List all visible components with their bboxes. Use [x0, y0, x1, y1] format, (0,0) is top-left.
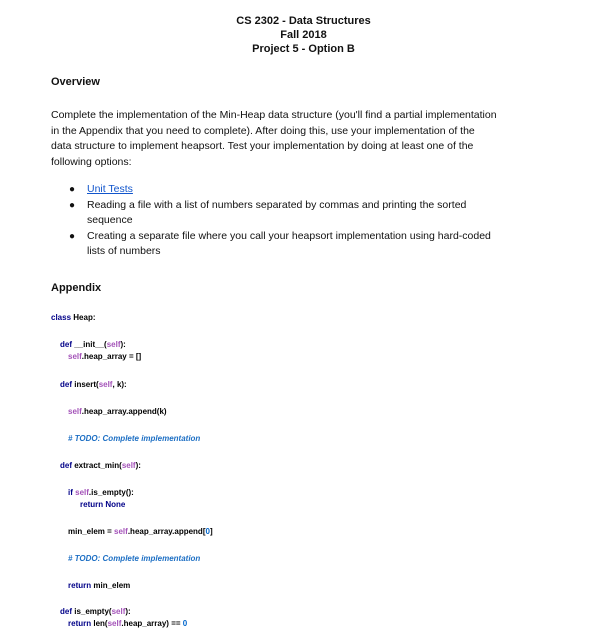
paragraph-line: following options:: [51, 155, 132, 168]
code-token: .heap_array = []: [81, 352, 142, 361]
list-item-line: Reading a file with a list of numbers separated by commas and printing the sorted: [87, 198, 467, 211]
code-token: k):: [116, 380, 127, 389]
code-token: .is_empty():: [88, 488, 134, 497]
code-comment: # TODO: Complete implementation: [68, 434, 201, 443]
code-line: [68, 619, 187, 629]
bullet-icon: ●: [69, 230, 76, 242]
code-token: is_empty(: [74, 607, 112, 616]
list-item-line: sequence: [87, 214, 133, 226]
code-line: [68, 527, 213, 537]
code-self: self: [114, 527, 128, 536]
code-keyword: class: [51, 313, 72, 322]
code-self: self: [106, 340, 121, 349]
code-keyword: def: [60, 380, 72, 389]
code-token: ):: [135, 461, 141, 470]
term: Fall 2018: [280, 29, 327, 41]
code-token: ]: [209, 527, 213, 536]
code-token: .heap_array.append[: [127, 527, 206, 536]
code-self: self: [107, 619, 122, 628]
list-item: [69, 198, 557, 229]
code-token: __init__(: [74, 340, 107, 349]
code-token: min_elem =: [68, 527, 115, 536]
code-keyword: return: [68, 619, 92, 628]
paragraph-line: Complete the implementation of the Min-Heap data structure (you'll find a partial implementation: [51, 109, 497, 121]
overview-heading: Overview: [51, 76, 100, 88]
code-self: self: [121, 461, 136, 470]
code-self: self: [68, 352, 82, 361]
code-keyword: def: [60, 340, 72, 349]
code-token: extract_min(: [74, 461, 122, 470]
bullet-icon: ●: [69, 184, 76, 195]
bullet-icon: ●: [69, 199, 76, 211]
code-line: [68, 488, 134, 498]
code-line: [60, 461, 141, 471]
code-line: [68, 407, 167, 417]
project-title: Project 5 - Option B: [252, 43, 355, 55]
code-token: .heap_array.append(k): [81, 407, 167, 416]
paragraph-line: in the Appendix that you need to complete). After doing this, use your implementation of the: [51, 124, 475, 137]
code-comment: # TODO: Complete implementation: [68, 554, 201, 563]
list-item-line: lists of numbers: [87, 245, 161, 257]
code-line: [60, 607, 131, 617]
code-token: len(: [93, 619, 108, 628]
code-self: self: [111, 607, 126, 616]
list-item-line: Creating a separate file where you call your heapsort implementation using hard-coded: [87, 229, 491, 242]
course-title: CS 2302 - Data Structures: [236, 15, 371, 27]
code-token: min_elem: [93, 581, 131, 590]
code-line: [68, 352, 141, 362]
code-keyword: return: [80, 500, 104, 509]
code-self: self: [75, 488, 89, 497]
code-token: ,: [112, 380, 117, 389]
code-line: [60, 380, 127, 390]
code-token: insert(: [74, 380, 99, 389]
code-token: ):: [125, 607, 131, 616]
paragraph-line: data structure to implement heapsort. Test your implementation by doing at least one of the: [51, 140, 474, 152]
code-self: self: [98, 380, 113, 389]
code-keyword: return: [68, 581, 92, 590]
code-line: [60, 340, 126, 350]
list-item: [69, 229, 557, 260]
overview-paragraph: [51, 108, 551, 170]
code-keyword: def: [60, 607, 72, 616]
code-self: self: [68, 407, 82, 416]
code-line: [68, 581, 130, 591]
code-number: 0: [182, 619, 188, 628]
code-token: Heap:: [73, 313, 96, 322]
code-number: 0: [205, 527, 210, 536]
code-token: .heap_array) ==: [121, 619, 183, 628]
code-token: ):: [120, 340, 126, 349]
code-keyword: def: [60, 461, 72, 470]
code-line: [80, 500, 125, 510]
options-list: [51, 182, 557, 260]
unit-tests-link[interactable]: Unit Tests: [87, 183, 133, 195]
code-keyword: None: [105, 500, 126, 509]
appendix-heading: Appendix: [51, 282, 102, 294]
list-item: [69, 182, 557, 198]
code-keyword: if: [68, 488, 73, 497]
code-line: [51, 313, 96, 323]
